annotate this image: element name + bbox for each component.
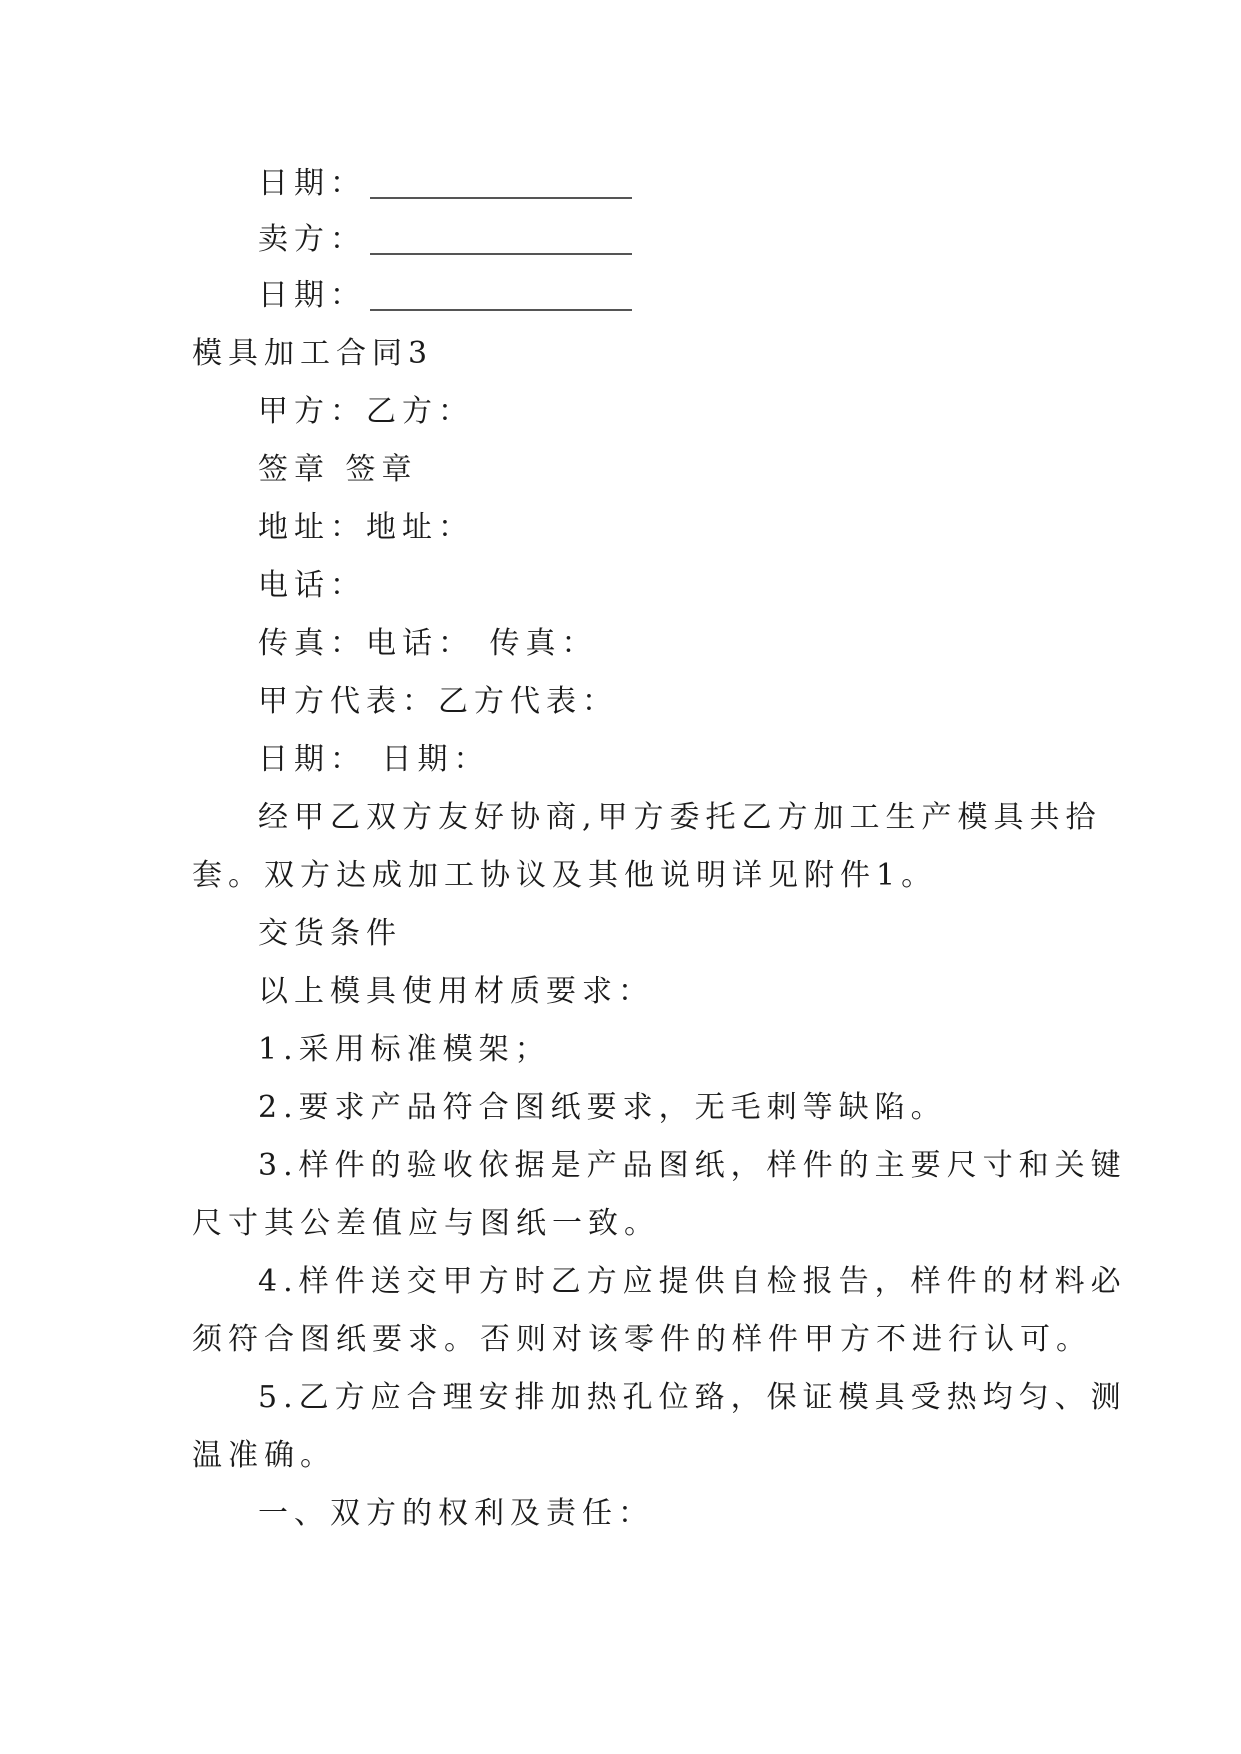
date-line-1 [258, 164, 632, 204]
section-1-heading: 一、双方的权利及责任： [258, 1496, 654, 1531]
date-blank-2 [370, 309, 632, 311]
seller-line [258, 220, 632, 260]
dates-line: 日期： 日期： [258, 742, 490, 777]
list-item-4-line-1: 4.样件送交甲方时乙方应提供自检报告，样件的材料必 [258, 1264, 1127, 1299]
list-item-5-line-2: 温准确。 [192, 1438, 336, 1473]
date-label-1: 日期： [258, 166, 366, 201]
list-item-3-line-2: 尺寸其公差值应与图纸一致。 [192, 1206, 660, 1241]
delivery-heading: 交货条件 [258, 916, 402, 951]
phone-line: 电话： [258, 568, 366, 603]
date-line-2 [258, 276, 632, 316]
seal-line: 签章 签章 [258, 452, 418, 487]
material-heading: 以上模具使用材质要求： [258, 974, 654, 1009]
paragraph-1-line-1: 经甲乙双方友好协商,甲方委托乙方加工生产模具共拾 [258, 800, 1102, 835]
contract-title: 模具加工合同3 [192, 336, 434, 371]
list-item-5-line-1: 5.乙方应合理安排加热孔位臵，保证模具受热均匀、测 [258, 1380, 1127, 1415]
list-item-2: 2.要求产品符合图纸要求，无毛刺等缺陷。 [258, 1090, 947, 1125]
representatives-line: 甲方代表：乙方代表： [258, 684, 618, 719]
seller-label: 卖方： [258, 222, 366, 257]
list-item-3-line-1: 3.样件的验收依据是产品图纸，样件的主要尺寸和关键 [258, 1148, 1127, 1183]
paragraph-1-line-2: 套。双方达成加工协议及其他说明详见附件1。 [192, 858, 938, 893]
fax-line: 传真：电话： 传真： [258, 626, 598, 661]
date-label-2: 日期： [258, 278, 366, 313]
date-blank-1 [370, 197, 632, 199]
parties-line: 甲方：乙方： [258, 394, 474, 429]
seller-blank [370, 253, 632, 255]
list-item-4-line-2: 须符合图纸要求。否则对该零件的样件甲方不进行认可。 [192, 1322, 1092, 1357]
address-line: 地址：地址： [258, 510, 474, 545]
list-item-1: 1.采用标准模架； [258, 1032, 551, 1067]
